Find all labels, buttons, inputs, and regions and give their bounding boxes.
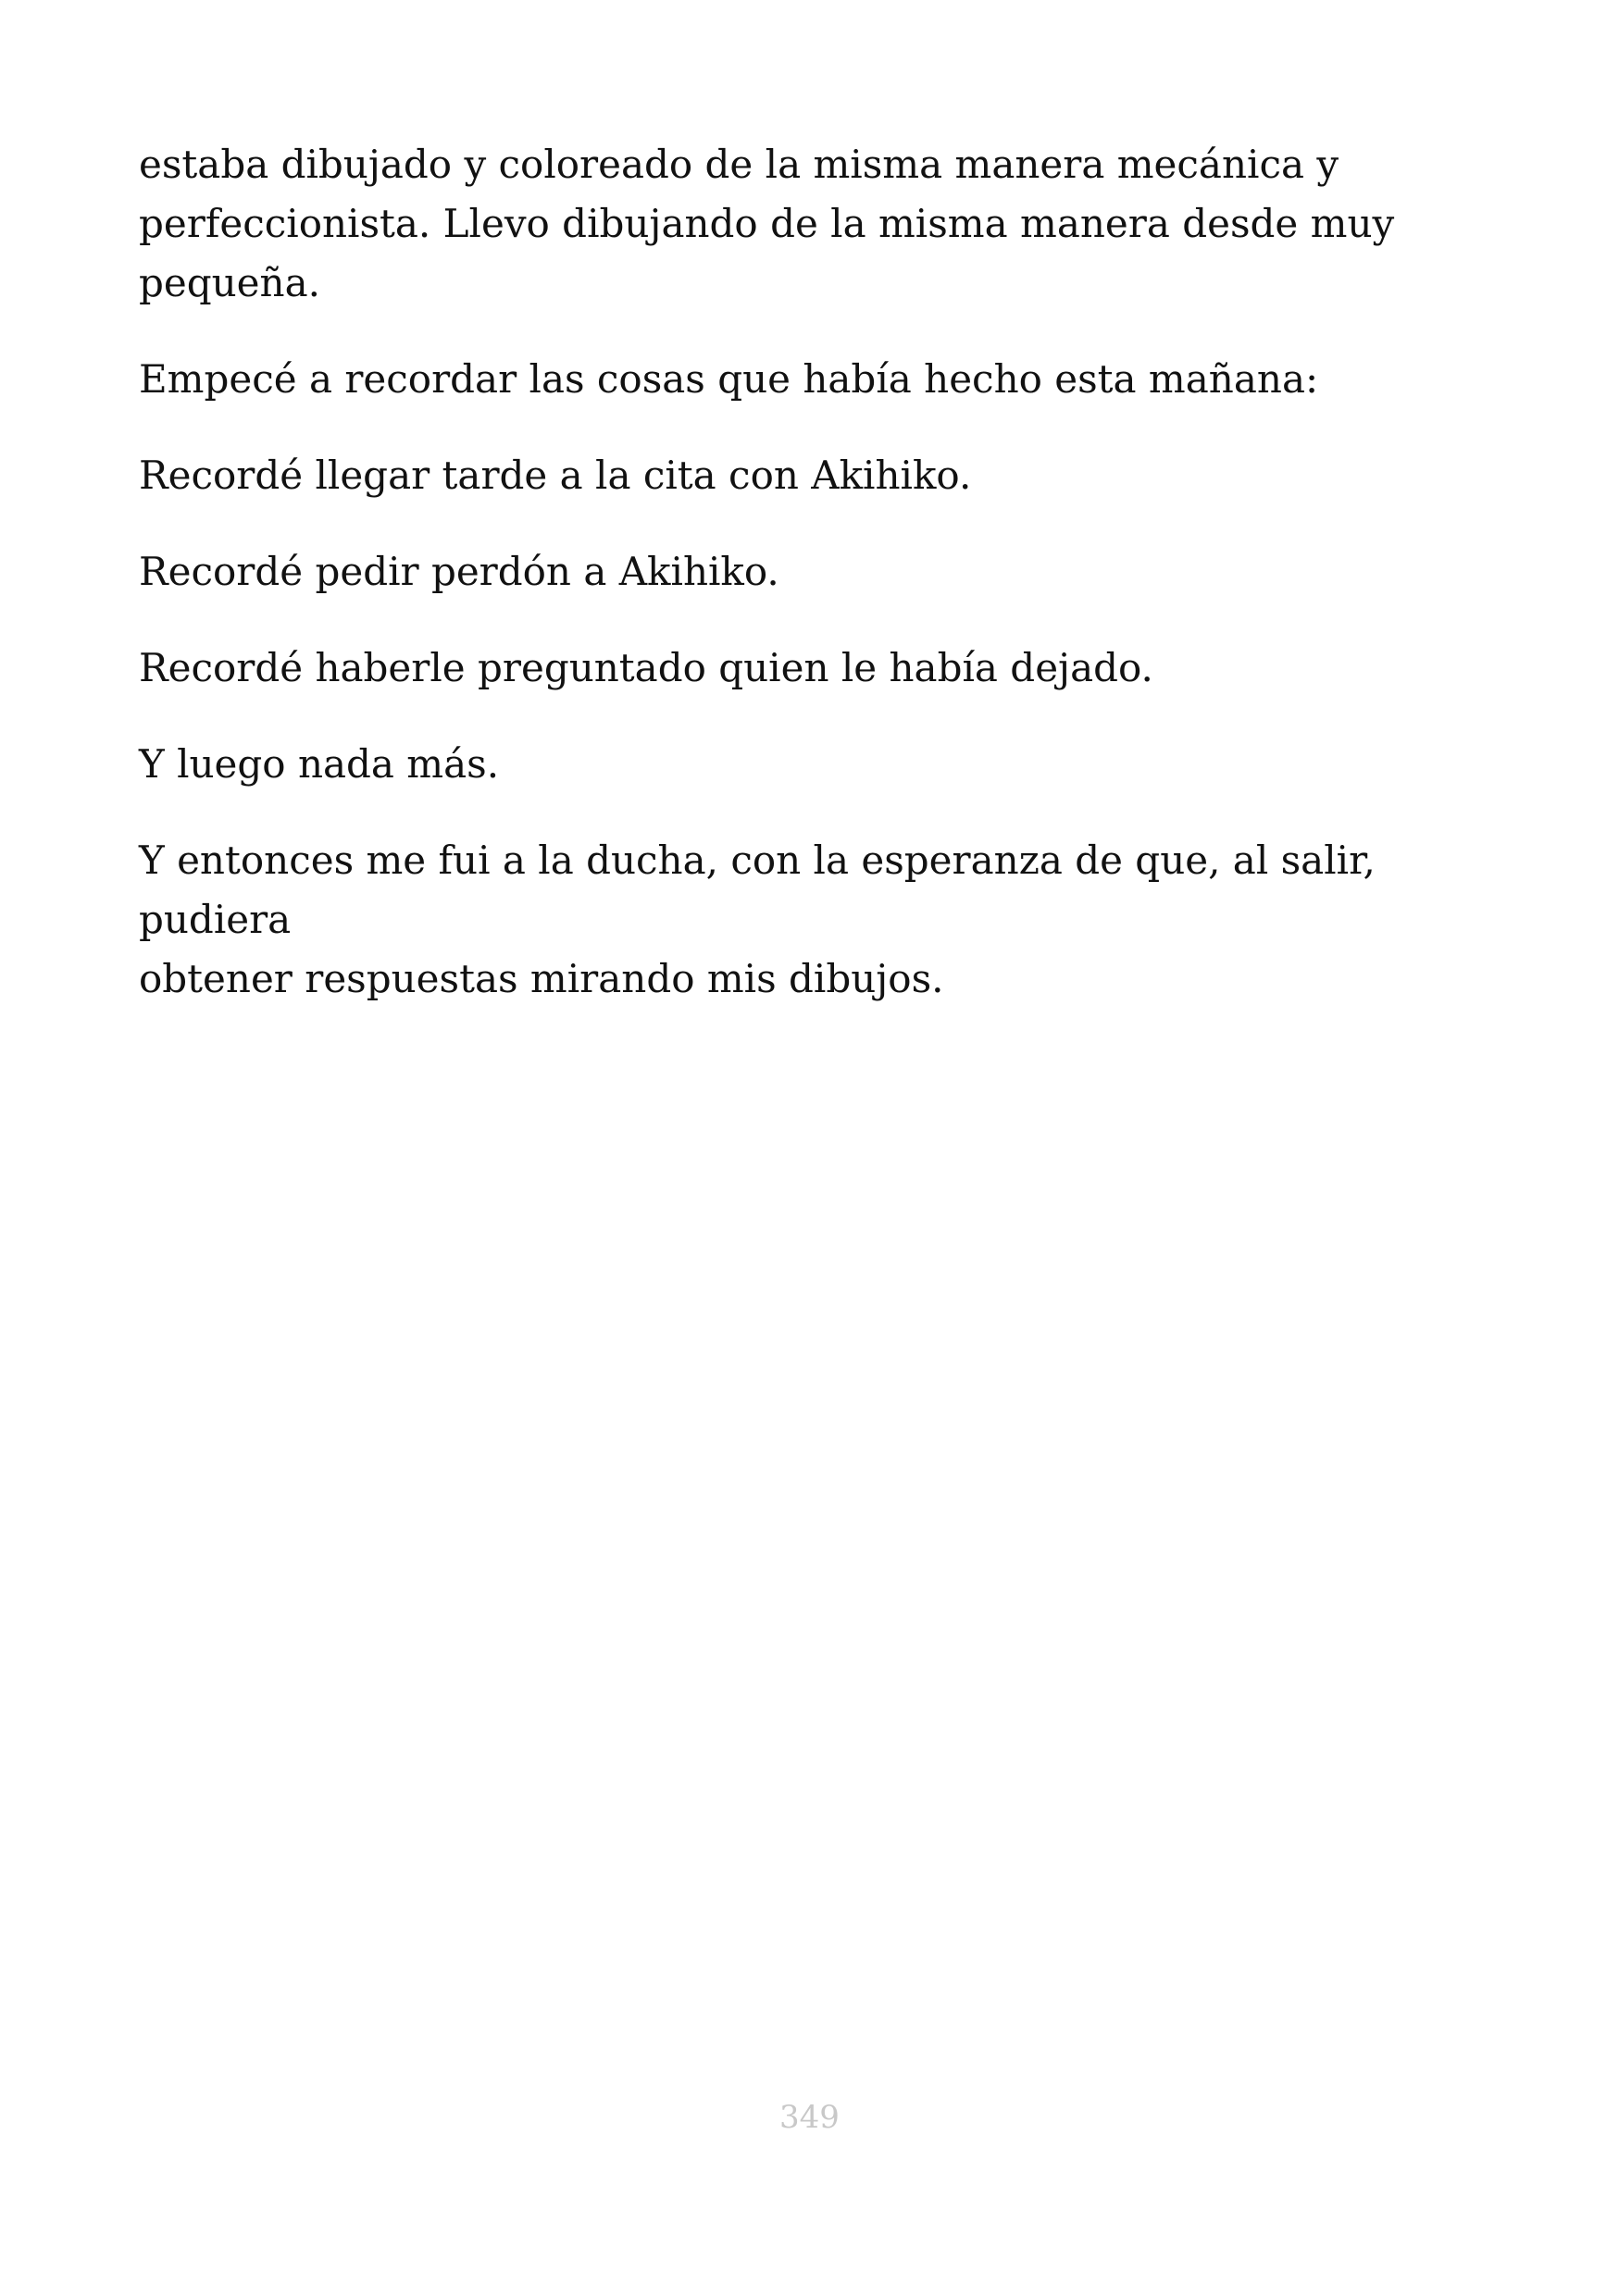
paragraph-3: Recordé llegar tarde a la cita con Akihiko. [139,453,972,498]
body-text [139,135,1509,1046]
paragraph-7: Y entonces me fui a la ducha, con la esperanza de que, al salir, pudiera obtener respuestas mirando mis dibujos. [139,838,1376,1001]
paragraph-5: Recordé haberle preguntado quien le había dejado. [139,645,1153,690]
paragraph-4: Recordé pedir perdón a Akihiko. [139,549,779,594]
paragraph-6: Y luego nada más. [139,741,500,787]
paragraph-2: Empecé a recordar las cosas que había hecho esta mañana: [139,356,1319,402]
paragraph-1: estaba dibujado y coloreado de la misma manera mecánica y perfeccionista. Llevo dibujando de la misma manera desde muy pequeña. [139,142,1395,305]
page-number: 349 [779,2099,840,2136]
